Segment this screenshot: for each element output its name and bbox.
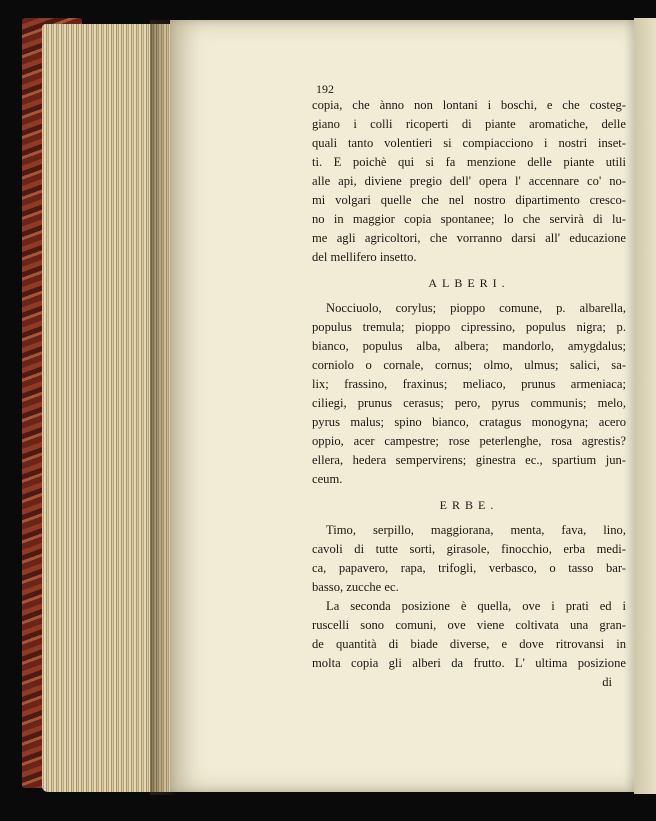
text-line: no in maggior copia spontanee; lo che servirà di lu- bbox=[312, 212, 626, 226]
section-heading-erbe: ERBE. bbox=[439, 498, 499, 512]
text-line: La seconda posizione è quella, ove i prati ed i bbox=[326, 599, 626, 613]
page-text-block bbox=[312, 82, 626, 691]
catchword: di bbox=[602, 675, 612, 689]
facing-page-edge bbox=[634, 18, 656, 794]
text-line: pyrus malus; spino bianco, cratagus monogyna; acero bbox=[312, 415, 626, 429]
text-line: ellera, hedera sempervirens; ginestra ec., spartium jun- bbox=[312, 453, 626, 467]
text-line: alle api, diviene pregio dell' opera l' accennare co' no- bbox=[312, 174, 626, 188]
text-line: ruscelli sono comuni, ove viene coltivata una gran- bbox=[312, 618, 626, 632]
final-paragraph bbox=[312, 597, 626, 673]
alberi-paragraph bbox=[312, 299, 626, 489]
section-heading-alberi: ALBERI. bbox=[428, 276, 510, 290]
text-line: copia, che ànno non lontani i boschi, e che costeg- bbox=[312, 98, 626, 112]
text-line: ti. E poichè qui si fa menzione delle piante utili bbox=[312, 155, 626, 169]
text-line: ceum. bbox=[312, 472, 343, 486]
text-line: de quantità di biade diverse, e dove ritrovansi in bbox=[312, 637, 626, 651]
text-line: giano i colli ricoperti di piante aromatiche, delle bbox=[312, 117, 626, 131]
erbe-paragraph bbox=[312, 521, 626, 597]
text-line: bianco, populus alba, albera; mandorlo, amygdalus; bbox=[312, 339, 626, 353]
text-line: molta copia gli alberi da frutto. L' ultima posizione bbox=[312, 656, 626, 670]
text-line: ca, papavero, rapa, trifogli, verbasco, o tasso bar- bbox=[312, 561, 626, 575]
text-line: mi volgari quelle che nel nostro dipartimento cresco- bbox=[312, 193, 626, 207]
text-line: cavoli di tutte sorti, girasole, finocchio, erba medi- bbox=[312, 542, 626, 556]
text-line: lix; frassino, fraxinus; meliaco, prunus armeniaca; bbox=[312, 377, 626, 391]
text-line: Nocciuolo, corylus; pioppo comune, p. albarella, bbox=[326, 301, 626, 315]
text-line: quali tanto volentieri si compiacciono i nostri inset- bbox=[312, 136, 626, 150]
page-number: 192 bbox=[316, 82, 334, 96]
text-line: corniolo o cornale, cornus; olmo, ulmus; salici, sa- bbox=[312, 358, 626, 372]
text-line: basso, zucche ec. bbox=[312, 580, 399, 594]
text-line: populus tremula; pioppo cipressino, populus nigra; p. bbox=[312, 320, 626, 334]
text-line: del mellifero insetto. bbox=[312, 250, 417, 264]
text-line: Timo, serpillo, maggiorana, menta, fava, lino, bbox=[326, 523, 626, 537]
gutter-shadow bbox=[150, 20, 178, 795]
text-line: me agli agricoltori, che vorranno darsi all' educazione bbox=[312, 231, 626, 245]
intro-paragraph bbox=[312, 96, 626, 267]
text-line: ciliegi, prunus cerasus; pero, pyrus communis; melo, bbox=[312, 396, 626, 410]
text-line: oppio, acer campestre; rose peterlenghe, rosa agrestis? bbox=[312, 434, 626, 448]
